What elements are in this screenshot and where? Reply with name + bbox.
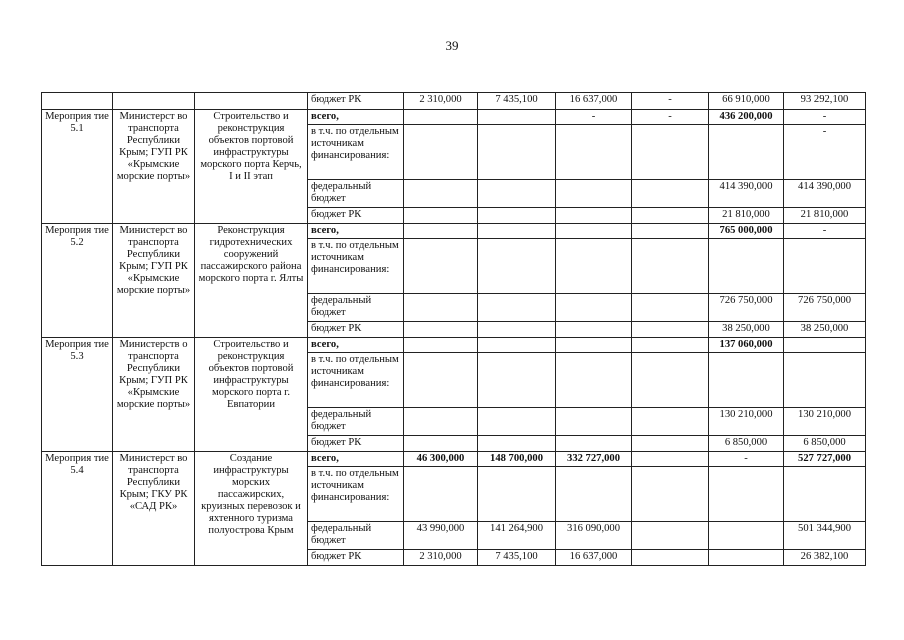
value-cell: [556, 338, 632, 353]
value-cell: 2 310,000: [404, 550, 478, 566]
value-cell: [632, 208, 709, 224]
funding-source-label: в т.ч. по отдельным источникам финансирования:: [308, 239, 404, 294]
value-cell: 26 382,100: [784, 550, 866, 566]
value-cell: 21 810,000: [784, 208, 866, 224]
value-cell: [478, 208, 556, 224]
value-cell: [404, 353, 478, 408]
table-row: [42, 224, 866, 239]
value-cell: 141 264,900: [478, 522, 556, 550]
value-cell: -: [632, 93, 709, 110]
value-cell: [556, 322, 632, 338]
table-row: [42, 452, 866, 467]
value-cell: [478, 180, 556, 208]
activity-number: Мероприя тие 5.1: [42, 110, 113, 224]
funding-source-label: в т.ч. по отдельным источникам финансирования:: [308, 467, 404, 522]
value-cell: 726 750,000: [709, 294, 784, 322]
value-cell: [784, 239, 866, 294]
value-cell: [556, 224, 632, 239]
value-cell: [632, 467, 709, 522]
value-cell: 765 000,000: [709, 224, 784, 239]
value-cell: [404, 408, 478, 436]
funding-source-label: федеральный бюджет: [308, 408, 404, 436]
total-label: всего,: [308, 452, 404, 467]
activity-number: Мероприя тие 5.2: [42, 224, 113, 338]
value-cell: 93 292,100: [784, 93, 866, 110]
table-row: [42, 93, 866, 110]
executor-cell: Министерст во транспорта Республики Крым; ГУП РК «Крымские морские порты»: [113, 110, 195, 224]
value-cell: -: [784, 224, 866, 239]
value-cell: 414 390,000: [709, 180, 784, 208]
value-cell: 16 637,000: [556, 550, 632, 566]
value-cell: [632, 224, 709, 239]
executor-cell: Министерст во транспорта Республики Крым; ГКУ РК «САД РК»: [113, 452, 195, 566]
value-cell: [478, 436, 556, 452]
value-cell: [404, 322, 478, 338]
value-cell: [632, 338, 709, 353]
value-cell: [709, 550, 784, 566]
value-cell: -: [784, 125, 866, 180]
funding-source-label: федеральный бюджет: [308, 522, 404, 550]
funding-source-label: бюджет РК: [308, 436, 404, 452]
value-cell: [632, 180, 709, 208]
value-cell: [632, 436, 709, 452]
value-cell: [404, 239, 478, 294]
value-cell: [478, 125, 556, 180]
value-cell: 527 727,000: [784, 452, 866, 467]
table-cell: [195, 93, 308, 110]
value-cell: 16 637,000: [556, 93, 632, 110]
value-cell: 43 990,000: [404, 522, 478, 550]
value-cell: [709, 353, 784, 408]
value-cell: [478, 467, 556, 522]
value-cell: [404, 208, 478, 224]
value-cell: 46 300,000: [404, 452, 478, 467]
value-cell: [556, 208, 632, 224]
funding-source-label: в т.ч. по отдельным источникам финансирования:: [308, 353, 404, 408]
value-cell: 38 250,000: [784, 322, 866, 338]
activity-number: Мероприя тие 5.3: [42, 338, 113, 452]
value-cell: [478, 353, 556, 408]
value-cell: [632, 408, 709, 436]
value-cell: [556, 436, 632, 452]
value-cell: [632, 294, 709, 322]
table-row: [42, 338, 866, 353]
funding-source-label: федеральный бюджет: [308, 180, 404, 208]
value-cell: [709, 239, 784, 294]
value-cell: [556, 180, 632, 208]
value-cell: [556, 239, 632, 294]
value-cell: [709, 125, 784, 180]
value-cell: [404, 338, 478, 353]
value-cell: [632, 322, 709, 338]
value-cell: [478, 408, 556, 436]
value-cell: [404, 180, 478, 208]
value-cell: [556, 353, 632, 408]
value-cell: [709, 467, 784, 522]
value-cell: 137 060,000: [709, 338, 784, 353]
value-cell: [632, 452, 709, 467]
value-cell: [556, 125, 632, 180]
value-cell: [784, 353, 866, 408]
value-cell: [478, 338, 556, 353]
total-label: всего,: [308, 338, 404, 353]
funding-source-label: в т.ч. по отдельным источникам финансирования:: [308, 125, 404, 180]
value-cell: [709, 522, 784, 550]
value-cell: [478, 322, 556, 338]
value-cell: 21 810,000: [709, 208, 784, 224]
activity-number: Мероприя тие 5.4: [42, 452, 113, 566]
value-cell: [632, 550, 709, 566]
value-cell: 7 435,100: [478, 550, 556, 566]
value-cell: 436 200,000: [709, 110, 784, 125]
value-cell: [632, 353, 709, 408]
value-cell: [404, 467, 478, 522]
total-label: всего,: [308, 224, 404, 239]
funding-source-label: бюджет РК: [308, 208, 404, 224]
executor-cell: Министерст во транспорта Республики Крым; ГУП РК «Крымские морские порты»: [113, 224, 195, 338]
value-cell: [632, 522, 709, 550]
value-cell: [478, 239, 556, 294]
funding-source-label: федеральный бюджет: [308, 294, 404, 322]
table-cell: [113, 93, 195, 110]
value-cell: [784, 467, 866, 522]
value-cell: 6 850,000: [784, 436, 866, 452]
funding-source-label: бюджет РК: [308, 322, 404, 338]
activity-title: Создание инфраструктуры морских пассажирских, круизных перевозок и яхтенного туризма полуострова Крым: [195, 452, 308, 566]
page-number: 39: [445, 38, 459, 53]
value-cell: 332 727,000: [556, 452, 632, 467]
value-cell: [632, 125, 709, 180]
value-cell: 414 390,000: [784, 180, 866, 208]
value-cell: 38 250,000: [709, 322, 784, 338]
value-cell: 130 210,000: [709, 408, 784, 436]
value-cell: [784, 338, 866, 353]
value-cell: 726 750,000: [784, 294, 866, 322]
value-cell: 7 435,100: [478, 93, 556, 110]
activity-title: Реконструкция гидротехнических сооружений пассажирского района морского порта г. Ялты: [195, 224, 308, 338]
budget-table: [41, 92, 866, 566]
value-cell: 501 344,900: [784, 522, 866, 550]
funding-source-label: бюджет РК: [308, 93, 404, 110]
value-cell: -: [632, 110, 709, 125]
value-cell: [556, 467, 632, 522]
activity-title: Строительство и реконструкция объектов портовой инфраструктуры морского порта г. Евпатории: [195, 338, 308, 452]
value-cell: 2 310,000: [404, 93, 478, 110]
executor-cell: Министерств о транспорта Республики Крым; ГУП РК «Крымские морские порты»: [113, 338, 195, 452]
funding-source-label: бюджет РК: [308, 550, 404, 566]
value-cell: [632, 239, 709, 294]
value-cell: -: [784, 110, 866, 125]
activity-title: Строительство и реконструкция объектов портовой инфраструктуры морского порта Керчь, I и II этап: [195, 110, 308, 224]
value-cell: 6 850,000: [709, 436, 784, 452]
table-cell: [42, 93, 113, 110]
value-cell: [404, 436, 478, 452]
value-cell: 316 090,000: [556, 522, 632, 550]
value-cell: 130 210,000: [784, 408, 866, 436]
value-cell: [404, 224, 478, 239]
value-cell: [404, 110, 478, 125]
total-label: всего,: [308, 110, 404, 125]
value-cell: -: [556, 110, 632, 125]
value-cell: [478, 294, 556, 322]
value-cell: -: [709, 452, 784, 467]
value-cell: [478, 224, 556, 239]
value-cell: 148 700,000: [478, 452, 556, 467]
value-cell: [404, 125, 478, 180]
table-row: [42, 110, 866, 125]
value-cell: [556, 294, 632, 322]
value-cell: [478, 110, 556, 125]
value-cell: 66 910,000: [709, 93, 784, 110]
value-cell: [404, 294, 478, 322]
value-cell: [556, 408, 632, 436]
